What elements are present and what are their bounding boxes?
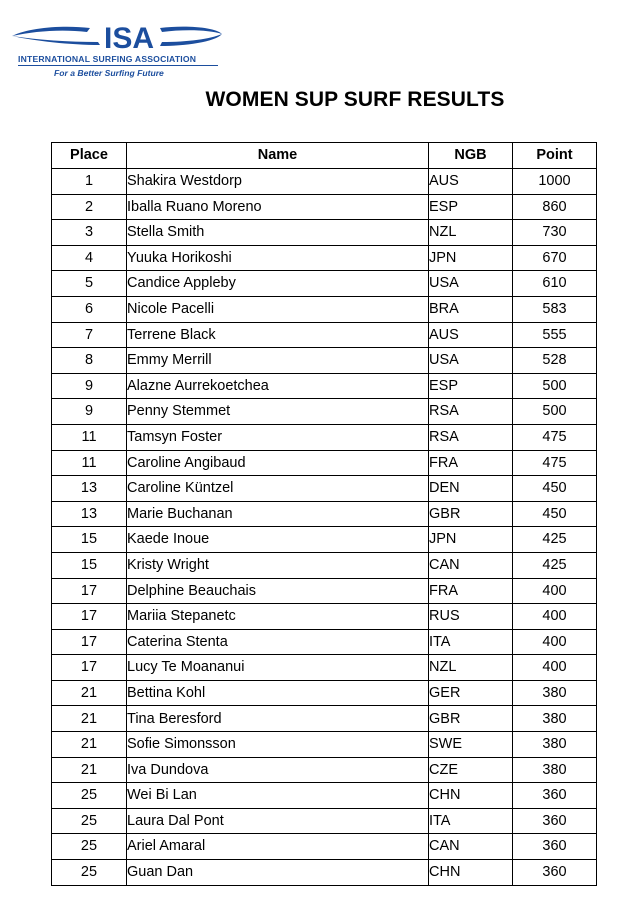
header-row xyxy=(52,143,597,169)
cell-place: 17 xyxy=(52,629,127,655)
cell-name: Wei Bi Lan xyxy=(127,783,429,809)
cell-ngb: FRA xyxy=(429,578,513,604)
cell-point: 360 xyxy=(513,860,597,886)
logo-abbreviation: ISA xyxy=(103,22,155,55)
cell-name: Iballa Ruano Moreno xyxy=(127,194,429,220)
cell-point: 450 xyxy=(513,476,597,502)
cell-point: 475 xyxy=(513,424,597,450)
cell-ngb: AUS xyxy=(429,169,513,195)
cell-place: 3 xyxy=(52,220,127,246)
cell-point: 500 xyxy=(513,399,597,425)
table-row xyxy=(52,680,597,706)
cell-place: 4 xyxy=(52,245,127,271)
cell-name: Kristy Wright xyxy=(127,552,429,578)
cell-point: 400 xyxy=(513,655,597,681)
cell-point: 670 xyxy=(513,245,597,271)
table-row xyxy=(52,271,597,297)
cell-ngb: NZL xyxy=(429,220,513,246)
cell-ngb: USA xyxy=(429,271,513,297)
cell-ngb: GBR xyxy=(429,501,513,527)
table-row xyxy=(52,604,597,630)
cell-name: Iva Dundova xyxy=(127,757,429,783)
cell-place: 21 xyxy=(52,757,127,783)
cell-point: 380 xyxy=(513,680,597,706)
organization-name: INTERNATIONAL SURFING ASSOCIATION xyxy=(18,54,197,64)
table-row xyxy=(52,424,597,450)
cell-point: 610 xyxy=(513,271,597,297)
cell-ngb: RSA xyxy=(429,399,513,425)
cell-ngb: JPN xyxy=(429,245,513,271)
cell-place: 2 xyxy=(52,194,127,220)
logo-divider xyxy=(18,65,218,66)
cell-name: Yuuka Horikoshi xyxy=(127,245,429,271)
cell-ngb: DEN xyxy=(429,476,513,502)
table-row xyxy=(52,808,597,834)
cell-point: 730 xyxy=(513,220,597,246)
table-row xyxy=(52,322,597,348)
cell-point: 380 xyxy=(513,706,597,732)
cell-name: Emmy Merrill xyxy=(127,348,429,374)
cell-ngb: NZL xyxy=(429,655,513,681)
results-body xyxy=(52,169,597,886)
table-row xyxy=(52,860,597,886)
cell-ngb: AUS xyxy=(429,322,513,348)
cell-point: 555 xyxy=(513,322,597,348)
cell-place: 17 xyxy=(52,604,127,630)
header-point: Point xyxy=(513,143,597,169)
cell-name: Tina Beresford xyxy=(127,706,429,732)
table-row xyxy=(52,834,597,860)
table-row xyxy=(52,169,597,195)
cell-ngb: JPN xyxy=(429,527,513,553)
cell-place: 1 xyxy=(52,169,127,195)
cell-name: Delphine Beauchais xyxy=(127,578,429,604)
table-row xyxy=(52,245,597,271)
header-place: Place xyxy=(52,143,127,169)
table-row xyxy=(52,296,597,322)
cell-point: 425 xyxy=(513,552,597,578)
cell-ngb: CAN xyxy=(429,552,513,578)
cell-point: 860 xyxy=(513,194,597,220)
cell-place: 6 xyxy=(52,296,127,322)
cell-name: Caroline Küntzel xyxy=(127,476,429,502)
cell-ngb: CHN xyxy=(429,860,513,886)
cell-name: Guan Dan xyxy=(127,860,429,886)
cell-place: 17 xyxy=(52,578,127,604)
cell-point: 528 xyxy=(513,348,597,374)
cell-name: Candice Appleby xyxy=(127,271,429,297)
cell-point: 500 xyxy=(513,373,597,399)
cell-name: Caroline Angibaud xyxy=(127,450,429,476)
cell-name: Mariia Stepanetc xyxy=(127,604,429,630)
cell-point: 400 xyxy=(513,578,597,604)
cell-point: 360 xyxy=(513,834,597,860)
cell-name: Lucy Te Moananui xyxy=(127,655,429,681)
cell-place: 9 xyxy=(52,373,127,399)
cell-ngb: GER xyxy=(429,680,513,706)
cell-point: 360 xyxy=(513,808,597,834)
cell-place: 9 xyxy=(52,399,127,425)
cell-point: 450 xyxy=(513,501,597,527)
table-row xyxy=(52,399,597,425)
cell-ngb: BRA xyxy=(429,296,513,322)
cell-ngb: RSA xyxy=(429,424,513,450)
cell-point: 475 xyxy=(513,450,597,476)
table-row xyxy=(52,220,597,246)
table-row xyxy=(52,757,597,783)
cell-place: 25 xyxy=(52,783,127,809)
cell-name: Shakira Westdorp xyxy=(127,169,429,195)
isa-wave-logo-icon xyxy=(10,18,242,58)
cell-ngb: ESP xyxy=(429,194,513,220)
cell-place: 13 xyxy=(52,476,127,502)
page-title: WOMEN SUP SURF RESULTS xyxy=(205,88,505,111)
cell-ngb: ESP xyxy=(429,373,513,399)
cell-place: 25 xyxy=(52,834,127,860)
cell-place: 13 xyxy=(52,501,127,527)
cell-ngb: GBR xyxy=(429,706,513,732)
table-row xyxy=(52,348,597,374)
table-row xyxy=(52,501,597,527)
table-row xyxy=(52,783,597,809)
cell-ngb: USA xyxy=(429,348,513,374)
cell-place: 25 xyxy=(52,808,127,834)
cell-name: Nicole Pacelli xyxy=(127,296,429,322)
cell-point: 400 xyxy=(513,629,597,655)
table-row xyxy=(52,578,597,604)
table-row xyxy=(52,194,597,220)
cell-name: Ariel Amaral xyxy=(127,834,429,860)
cell-ngb: CHN xyxy=(429,783,513,809)
cell-name: Stella Smith xyxy=(127,220,429,246)
cell-name: Bettina Kohl xyxy=(127,680,429,706)
cell-ngb: ITA xyxy=(429,808,513,834)
cell-name: Tamsyn Foster xyxy=(127,424,429,450)
cell-place: 21 xyxy=(52,680,127,706)
table-row xyxy=(52,527,597,553)
cell-point: 1000 xyxy=(513,169,597,195)
cell-point: 400 xyxy=(513,604,597,630)
cell-place: 11 xyxy=(52,424,127,450)
header-name: Name xyxy=(127,143,429,169)
cell-point: 360 xyxy=(513,783,597,809)
cell-place: 25 xyxy=(52,860,127,886)
table-row xyxy=(52,476,597,502)
cell-place: 21 xyxy=(52,706,127,732)
table-row xyxy=(52,552,597,578)
cell-place: 11 xyxy=(52,450,127,476)
cell-point: 380 xyxy=(513,732,597,758)
table-row xyxy=(52,629,597,655)
cell-name: Marie Buchanan xyxy=(127,501,429,527)
cell-name: Sofie Simonsson xyxy=(127,732,429,758)
cell-ngb: CZE xyxy=(429,757,513,783)
table-row xyxy=(52,732,597,758)
cell-name: Alazne Aurrekoetchea xyxy=(127,373,429,399)
table-row xyxy=(52,450,597,476)
table-row xyxy=(52,373,597,399)
cell-name: Penny Stemmet xyxy=(127,399,429,425)
cell-point: 583 xyxy=(513,296,597,322)
cell-ngb: ITA xyxy=(429,629,513,655)
cell-place: 5 xyxy=(52,271,127,297)
cell-name: Laura Dal Pont xyxy=(127,808,429,834)
cell-place: 15 xyxy=(52,552,127,578)
cell-place: 21 xyxy=(52,732,127,758)
cell-ngb: CAN xyxy=(429,834,513,860)
cell-name: Kaede Inoue xyxy=(127,527,429,553)
cell-name: Caterina Stenta xyxy=(127,629,429,655)
cell-ngb: SWE xyxy=(429,732,513,758)
cell-place: 17 xyxy=(52,655,127,681)
table-row xyxy=(52,706,597,732)
cell-place: 15 xyxy=(52,527,127,553)
cell-ngb: FRA xyxy=(429,450,513,476)
cell-ngb: RUS xyxy=(429,604,513,630)
results-table xyxy=(51,142,597,886)
cell-place: 7 xyxy=(52,322,127,348)
header-ngb: NGB xyxy=(429,143,513,169)
cell-point: 425 xyxy=(513,527,597,553)
cell-place: 8 xyxy=(52,348,127,374)
cell-name: Terrene Black xyxy=(127,322,429,348)
table-row xyxy=(52,655,597,681)
logo-tagline: For a Better Surfing Future xyxy=(54,68,164,78)
cell-point: 380 xyxy=(513,757,597,783)
